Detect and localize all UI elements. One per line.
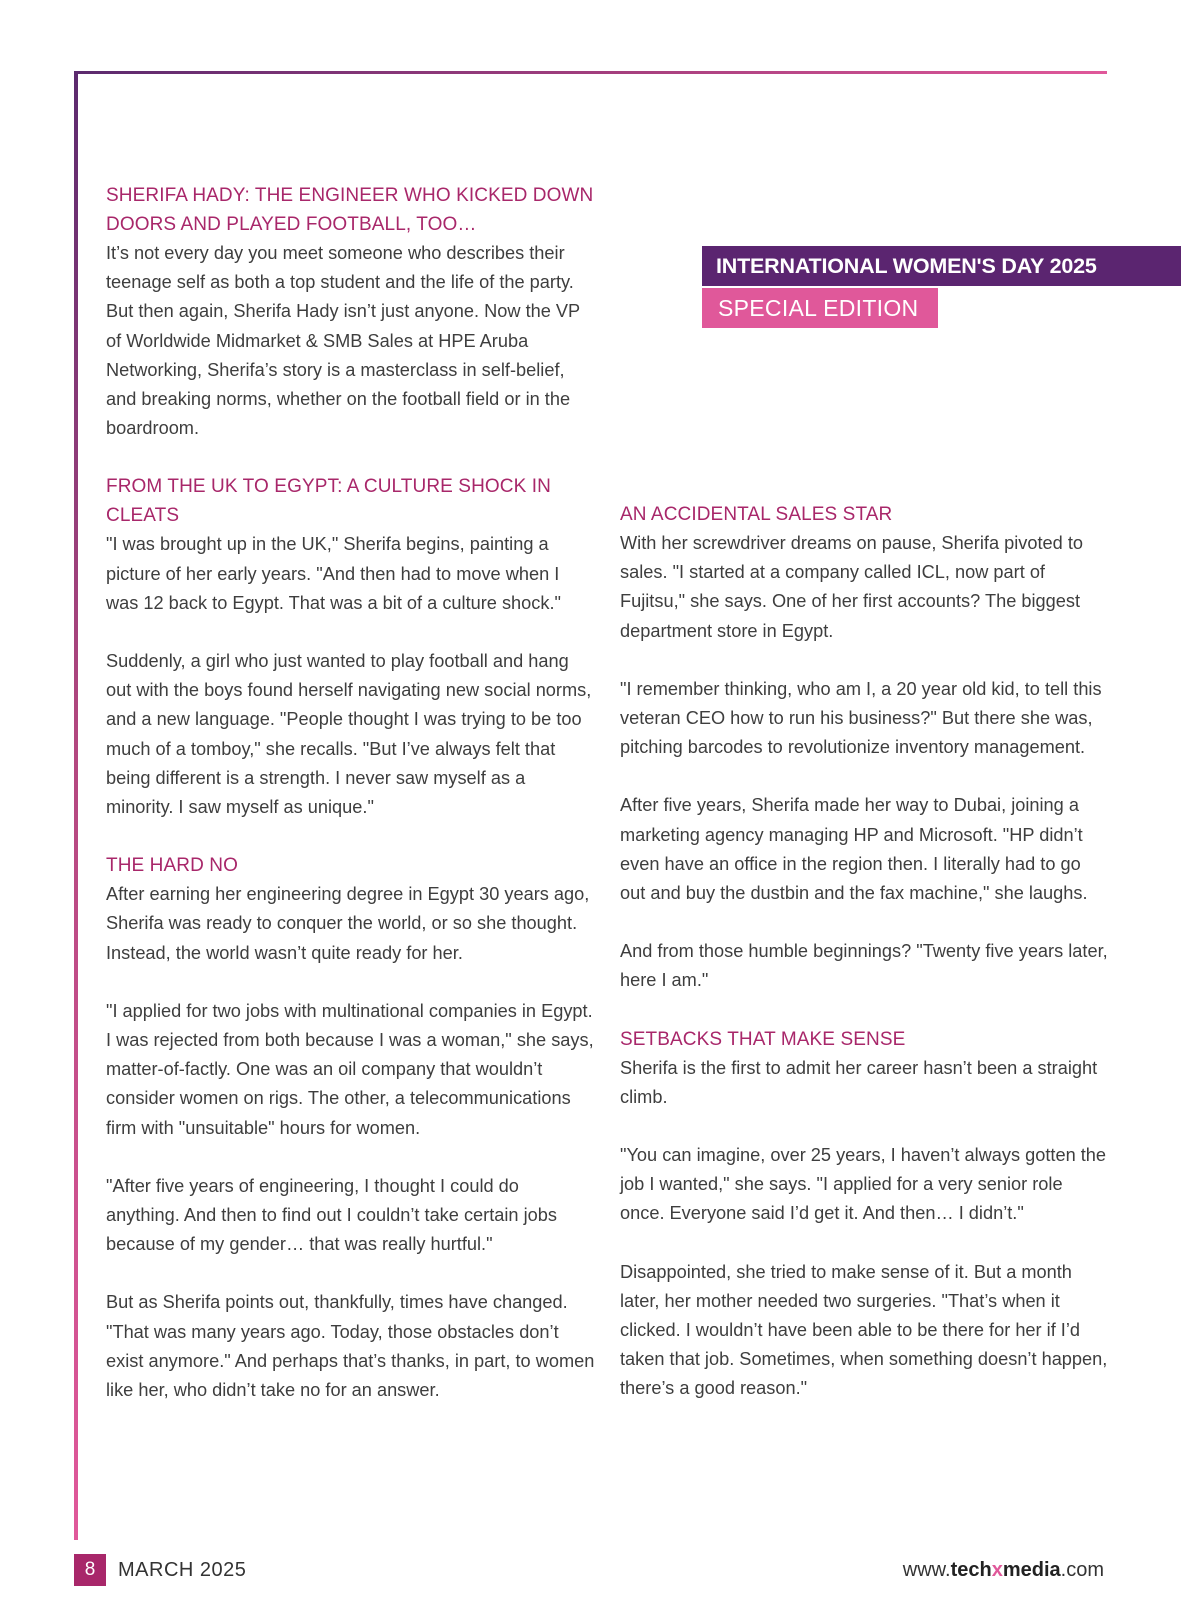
section-heading: THE HARD NO [106, 855, 238, 877]
article-section [106, 472, 596, 822]
paragraph: It’s not every day you meet someone who describes their teenage self as both a top student and the life of the party. But then again, Sherifa Hady isn’t just anyone. Now the VP of Worldwide Midmarket & SMB Sales at HPE Aruba Networking, Sherifa’s story is a masterclass in self-belief, and breaking norms, whether on the football field or in the boardroom. [106, 243, 580, 439]
site-brand-media: media [1002, 1559, 1061, 1581]
left-column [106, 181, 596, 1434]
paragraph: "I was brought up in the UK," Sherifa begins, painting a picture of her early years. "And then had to move when I was 12 back to Egypt. That was a bit of a culture shock." [106, 534, 561, 613]
banner-subtitle: SPECIAL EDITION [702, 288, 938, 328]
section-heading: FROM THE UK TO EGYPT: A CULTURE SHOCK IN CLEATS [106, 476, 551, 527]
article-section [620, 1025, 1110, 1404]
paragraph: "I applied for two jobs with multinational companies in Egypt. I was rejected from both because I was a woman," she says, matter-of-factly. One was an oil company that wouldn’t consider women on rigs. The other, a telecommunications firm with "unsuitable" hours for women. [106, 1000, 594, 1138]
paragraph: After five years, Sherifa made her way to Dubai, joining a marketing agency managing HP and Microsoft. "HP didn’t even have an office in the region then. I literally had to go out and buy the dustbin and the fax machine," she laughs. [620, 795, 1088, 904]
section-heading: AN ACCIDENTAL SALES STAR [620, 504, 893, 525]
paragraph: "You can imagine, over 25 years, I haven’t always gotten the job I wanted," she says. "I applied for a very senior role once. Everyone said I’d get it. And then… I didn’t." [620, 1145, 1107, 1224]
website-link[interactable] [903, 1554, 1104, 1586]
issue-date: MARCH 2025 [118, 1559, 247, 1581]
paragraph: With her screwdriver dreams on pause, Sherifa pivoted to sales. "I started at a company called ICL, now part of Fujitsu," she says. One of her first accounts? The biggest department store in Egypt. [620, 533, 1083, 641]
left-frame-line [74, 71, 78, 1540]
top-frame-line [74, 71, 1107, 74]
section-heading: SHERIFA HADY: THE ENGINEER WHO KICKED DOWN DOORS AND PLAYED FOOTBALL, TOO… [106, 185, 594, 235]
site-brand-x: x [991, 1559, 1003, 1581]
paragraph: But as Sherifa points out, thankfully, times have changed. "That was many years ago. Today, those obstacles don’t exist anymore." And perhaps that’s thanks, in part, to women like her, who didn’t take no for an answer. [106, 1292, 595, 1401]
paragraph: "After five years of engineering, I thought I could do anything. And then to find out I couldn’t take certain jobs because of my gender… that was really hurtful." [106, 1175, 557, 1255]
section-heading: SETBACKS THAT MAKE SENSE [620, 1028, 906, 1050]
banner-title: INTERNATIONAL WOMEN'S DAY 2025 [702, 246, 1181, 286]
paragraph: After earning her engineering degree in Egypt 30 years ago, Sherifa was ready to conquer the world, or so she thought. Instead, the world wasn’t quite ready for her. [106, 884, 590, 963]
article-section [106, 851, 596, 1405]
site-prefix: www. [902, 1559, 951, 1581]
article-section [106, 181, 596, 443]
site-brand-tech: tech [950, 1559, 992, 1581]
page-number: 8 [74, 1554, 106, 1586]
paragraph: Suddenly, a girl who just wanted to play football and hang out with the boys found herself navigating new social norms, and a new language. "People thought I was trying to be too much of a tomboy," she recalls. "But I’ve always felt that being different is a strength. I never saw myself as a minority. I saw myself as unique." [106, 651, 592, 818]
right-column [620, 500, 1110, 1433]
paragraph: And from those humble beginnings? "Twenty five years later, here I am." [620, 941, 1108, 991]
paragraph: "I remember thinking, who am I, a 20 year old kid, to tell this veteran CEO how to run his business?" But there she was, pitching barcodes to revolutionize inventory management. [620, 678, 1102, 758]
paragraph: Disappointed, she tried to make sense of it. But a month later, her mother needed two surgeries. "That’s when it clicked. I wouldn’t have been able to be there for her if I’d taken that job. Sometimes, when something doesn’t happen, there’s a good reason." [620, 1261, 1108, 1399]
article-section [620, 500, 1110, 996]
site-suffix: .com [1060, 1559, 1104, 1581]
paragraph: Sherifa is the first to admit her career hasn’t been a straight climb. [620, 1057, 1098, 1107]
